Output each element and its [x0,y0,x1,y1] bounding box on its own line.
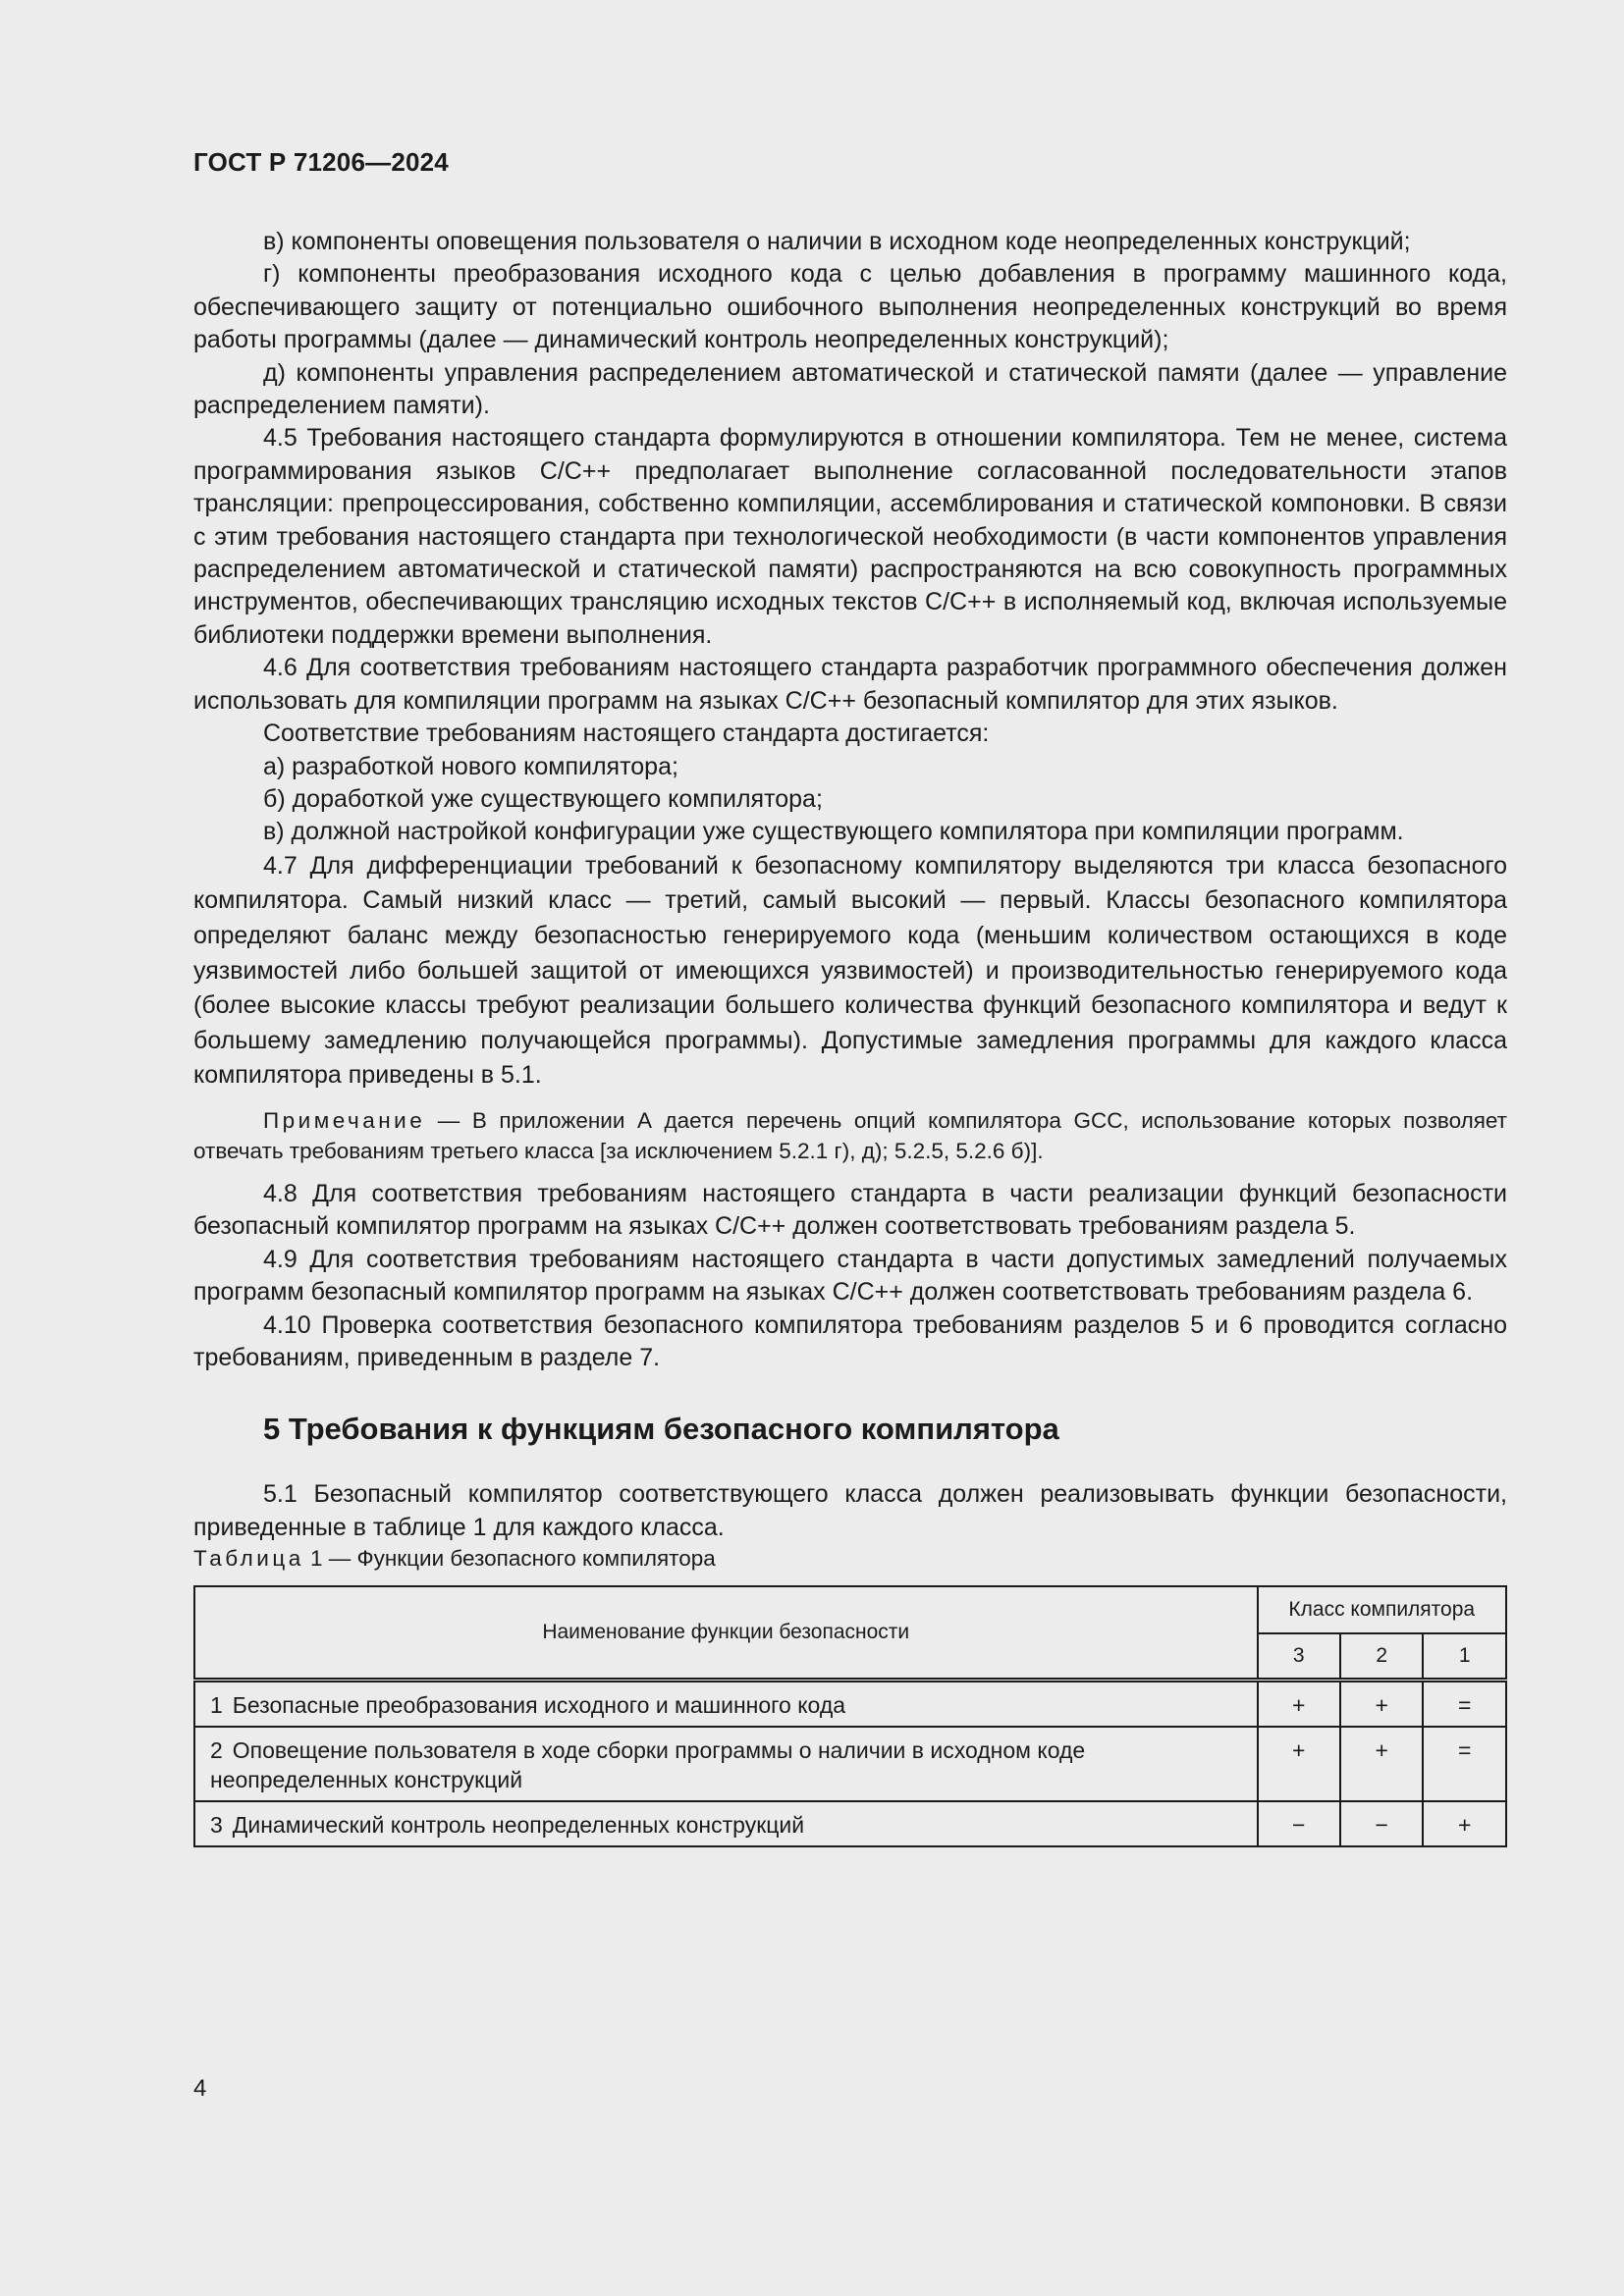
note-label: Примечание [263,1107,426,1133]
page-number: 4 [193,2075,207,2102]
column-header-class-1: 1 [1423,1633,1506,1681]
function-name-cell [194,1681,1258,1728]
paragraph: Соответствие требованиям настоящего стандарта достигается: [263,720,990,748]
note [193,1105,1507,1166]
table-row [194,1681,1506,1728]
column-header-class-2: 2 [1340,1633,1423,1681]
function-name-cell [194,1727,1258,1801]
list-item: б) доработкой уже существующего компилятора; [263,784,823,813]
function-name-cell [194,1801,1258,1846]
class-1-value: = [1423,1681,1506,1728]
paragraph: г) компоненты преобразования исходного кода с целью добавления в программу машинного кода, обеспечивающего защиту от потенциально ошибочного выполнения неопределенных конструкций во время работы программы (далее — динамический контроль неопределенных конструкций); [193,260,1507,354]
table-row [194,1727,1506,1801]
table-caption-label: Таблица [193,1546,304,1572]
class-1-value: + [1423,1801,1506,1846]
row-number: 3 [210,1812,223,1839]
function-name: Динамический контроль неопределенных конструкций [232,1812,805,1839]
row-number: 1 [210,1692,223,1719]
column-header-function-name: Наименование функции безопасности [194,1586,1258,1681]
list-item: в) должной настройкой конфигурации уже существующего компилятора при компиляции программ. [263,818,1404,846]
function-name: Оповещение пользователя в ходе сборки программы о наличии в исходном коде неопределенных конструкций [210,1737,1086,1793]
class-1-value: = [1423,1727,1506,1801]
paragraph: 4.8 Для соответствия требованиям настоящего стандарта в части реализации функций безопасности безопасный компилятор программ на языках С/С++ должен соответствовать требованиям раздела 5. [193,1179,1507,1241]
security-functions-table [193,1585,1507,1847]
document-code: ГОСТ Р 71206—2024 [193,147,449,177]
paragraph: 5.1 Безопасный компилятор соответствующего класса должен реализовывать функции безопасности, приведенные в таблице 1 для каждого класса. [193,1480,1507,1541]
class-3-value: + [1258,1727,1340,1801]
paragraph: 4.9 Для соответствия требованиям настоящего стандарта в части допустимых замедлений получаемых программ безопасный компилятор программ на языках С/С++ должен соответствовать требованиям раздела 6. [193,1245,1507,1307]
class-2-value: − [1340,1801,1423,1846]
section-title: 5 Требования к функциям безопасного компилятора [263,1412,1059,1447]
table-caption [193,1544,1507,1574]
paragraph: в) компоненты оповещения пользователя о наличии в исходном коде неопределенных конструкций; [263,228,1411,255]
row-number: 2 [210,1737,223,1764]
paragraph: 4.6 Для соответствия требованиям настоящего стандарта разработчик программного обеспечения должен использовать для компиляции программ на языках С/С++ безопасный компилятор для этих языков. [193,654,1507,715]
note-text: — В приложении А дается перечень опций компилятора GCC, использование которых позволяет отвечать требованиям третьего класса [за исключением 5.2.1 г), д); 5.2.5, 5.2.6 б)]. [193,1107,1507,1163]
class-2-value: + [1340,1681,1423,1728]
function-name: Безопасные преобразования исходного и машинного кода [232,1692,846,1719]
paragraph: 4.5 Требования настоящего стандарта формулируются в отношении компилятора. Тем не менее, система программирования языков С/С++ предполагает выполнение согласованной последовательности этапов трансляции: препроцессирования, собственно компиляции, ассемблирования и статической компоновки. В связи с этим требования настоящего стандарта при технологической необходимости (в части компонентов управления распределением автоматической и статической памяти) распространяются на всю совокупность программных инструментов, обеспечивающих трансляцию исходных текстов С/С++ в исполняемый код, включая используемые библиотеки поддержки времени выполнения. [193,424,1507,649]
paragraph: д) компоненты управления распределением автоматической и статической памяти (далее — управление распределением памяти). [193,358,1507,420]
paragraph: 4.7 Для дифференциации требований к безопасному компилятору выделяются три класса безопасного компилятора. Самый низкий класс — третий, самый высокий — первый. Классы безопасного компилятора определяют баланс между безопасностью генерируемого кода (меньшим количеством остающихся в коде уязвимостей либо большей защитой от имеющихся уязвимостей) и производительностью генерируемого кода (более высокие классы требуют реализации большего количества функций безопасного компилятора и ведут к большему замедлению получающейся программы). Допустимые замедления программы для каждого класса компилятора приведены в 5.1. [193,851,1507,1090]
document-body [193,226,1507,1847]
class-2-value: + [1340,1727,1423,1801]
class-3-value: − [1258,1801,1340,1846]
paragraph: 4.10 Проверка соответствия безопасного компилятора требованиям разделов 5 и 6 проводится согласно требованиям, приведенным в разделе 7. [193,1310,1507,1371]
class-3-value: + [1258,1681,1340,1728]
column-header-class-3: 3 [1258,1633,1340,1681]
table-caption-text: 1 — Функции безопасного компилятора [303,1546,716,1572]
table-row [194,1801,1506,1846]
column-header-compiler-class: Класс компилятора [1258,1586,1507,1633]
list-item: а) разработкой нового компилятора; [263,752,678,780]
